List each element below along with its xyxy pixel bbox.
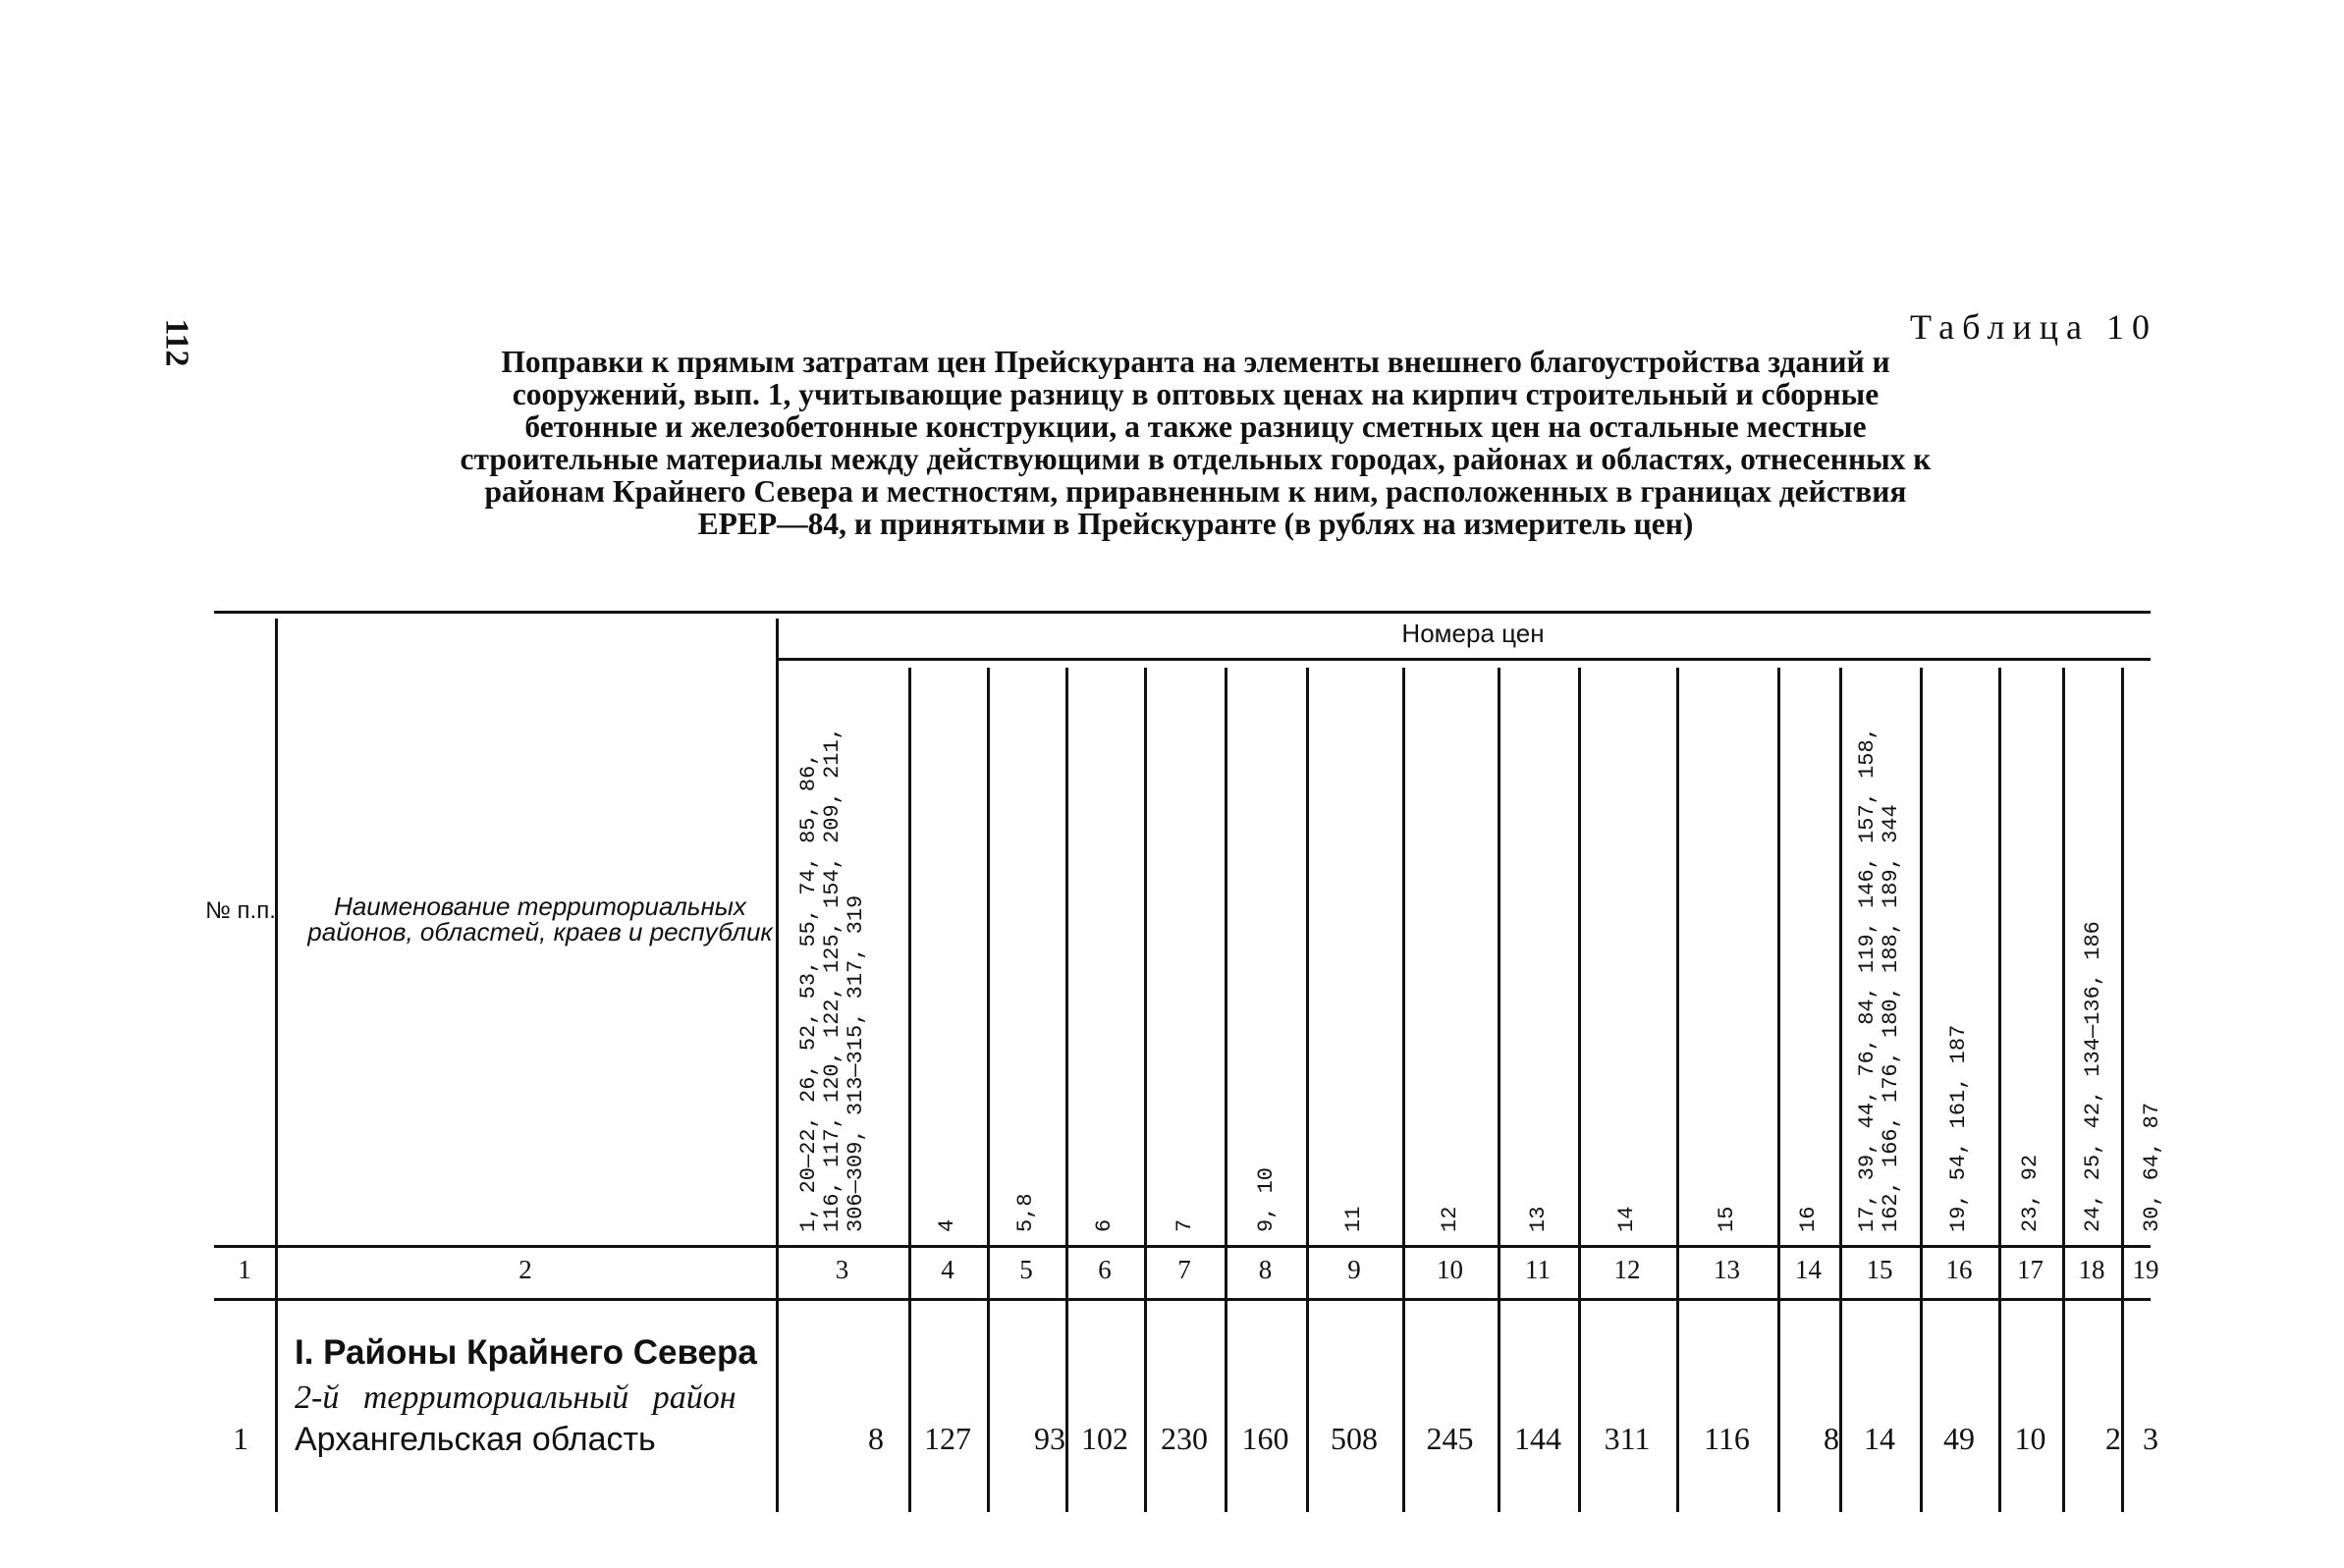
price-col-header: 13	[1526, 1206, 1551, 1232]
cell: 116	[1704, 1421, 1750, 1456]
cell: 245	[1426, 1421, 1474, 1456]
section-title: I. Районы Крайнего Севера	[295, 1333, 757, 1372]
column-number: 9	[1347, 1255, 1361, 1284]
cell: 160	[1241, 1421, 1289, 1456]
price-col-header: 6	[1092, 1218, 1117, 1232]
column-number: 15	[1866, 1255, 1893, 1284]
cell: 10	[2014, 1421, 2046, 1456]
cell: 8	[1824, 1421, 1839, 1456]
price-col-header: 15	[1715, 1206, 1739, 1232]
column-number: 8	[1258, 1255, 1273, 1284]
cell: 127	[924, 1421, 971, 1456]
column-number: 5	[1019, 1255, 1033, 1284]
column-number: 18	[2078, 1255, 2105, 1284]
cell: 230	[1161, 1421, 1208, 1456]
price-col-header: 5,8	[1013, 1193, 1038, 1232]
column-number: 1	[238, 1255, 251, 1284]
column-number: 14	[1795, 1255, 1822, 1284]
column-number: 7	[1177, 1255, 1191, 1284]
header-name: Наименование территориальных районов, областей, краев и республик	[307, 892, 773, 946]
price-col-header: 7	[1172, 1218, 1197, 1232]
cell: 49	[1943, 1421, 1975, 1456]
header-np: № п.п.	[205, 897, 276, 924]
table-title: Поправки к прямым затратам цен Прейскуранта на элементы внешнего благоустройства зданий и сооружений, вып. 1, учитывающие разницу в оптовых ценах на кирпич строительный и сборные бетонные и железобетонные конструкции, а также разницу сметных цен на остальные местные строительные материалы между действующими в отдельных городах, районах и областях, отнесенных к районам Крайнего Севера и местностям, приравненным к ним, расположенных в границах действия ЕРЕР—84, и принятыми в Прейскуранте (в рублях на измеритель цен)	[460, 345, 1932, 541]
cell: 3	[2143, 1421, 2158, 1456]
colnum-bottom-rule	[214, 1298, 2151, 1301]
column-number: 12	[1613, 1255, 1641, 1284]
page-number: 112	[158, 318, 195, 367]
column-number: 19	[2132, 1255, 2159, 1284]
cell: 144	[1514, 1421, 1561, 1456]
price-col-header: 11	[1341, 1206, 1366, 1232]
cell: 2	[2105, 1421, 2121, 1456]
price-col-header: 1, 20—22, 26, 52, 53, 55, 74, 85, 86, 116, 117, 120, 122, 125, 154, 209, 211, 306—309, 313—315, 317, 319	[796, 727, 868, 1232]
cell: 93	[1034, 1421, 1065, 1456]
column-number: 2	[518, 1255, 532, 1284]
subsection-title: 2-й территориальный район	[295, 1379, 736, 1416]
column-number: 16	[1945, 1255, 1973, 1284]
column-number: 13	[1714, 1255, 1740, 1284]
price-col-header: 14	[1614, 1206, 1639, 1232]
price-col-header: 9, 10	[1254, 1166, 1279, 1232]
column-number: 17	[2017, 1255, 2044, 1284]
column-number: 6	[1098, 1255, 1112, 1284]
column-number: 11	[1525, 1255, 1551, 1284]
column-number: 3	[835, 1255, 849, 1284]
cell: 311	[1604, 1421, 1651, 1456]
price-col-header: 12	[1438, 1206, 1462, 1232]
price-col-header: 4	[935, 1218, 959, 1232]
price-col-header: 16	[1796, 1206, 1821, 1232]
row-number: 1	[233, 1421, 248, 1456]
column-number: 10	[1437, 1255, 1463, 1284]
price-col-header: 17, 39, 44, 76, 84, 119, 146, 157, 158, 162, 166, 176, 180, 188, 189, 344	[1855, 727, 1903, 1232]
price-col-header: 19, 54, 161, 187	[1946, 1024, 1971, 1232]
cell: 102	[1081, 1421, 1128, 1456]
table-top-rule	[214, 611, 2151, 614]
table-label: Таблица 10	[1910, 307, 2157, 347]
cell: 8	[868, 1421, 884, 1456]
price-col-header: 24, 25, 42, 134—136, 186	[2081, 921, 2105, 1232]
price-numbers-rule	[776, 658, 2151, 661]
cell: 508	[1331, 1421, 1378, 1456]
region-name: Архангельская область	[295, 1421, 656, 1458]
price-col-header: 30, 64, 87	[2140, 1102, 2164, 1232]
price-col-header: 23, 92	[2018, 1154, 2043, 1232]
cell: 14	[1864, 1421, 1895, 1456]
header-price-numbers: Номера цен	[1401, 619, 1545, 648]
header-bottom-rule	[214, 1245, 2151, 1248]
column-number: 4	[941, 1255, 954, 1284]
